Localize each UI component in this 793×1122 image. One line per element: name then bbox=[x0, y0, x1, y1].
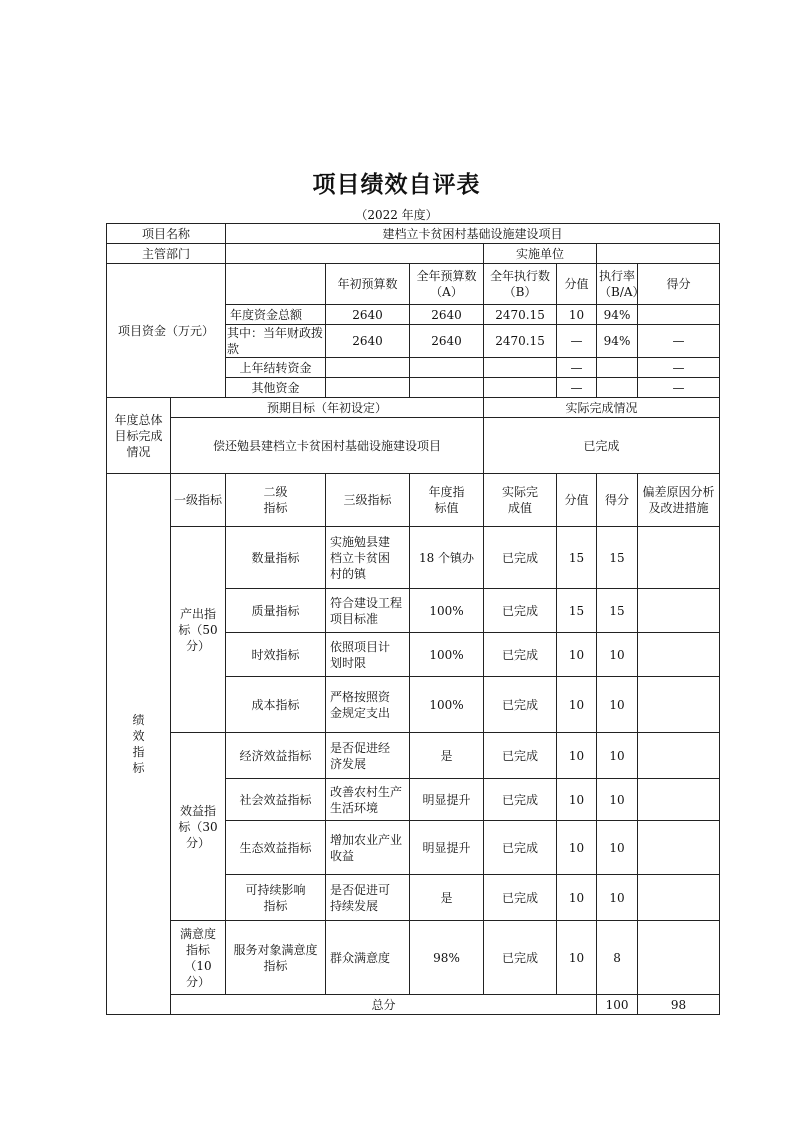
funds-cell-exec bbox=[484, 358, 557, 378]
indicator-actual: 已完成 bbox=[484, 733, 557, 779]
indicator-note bbox=[638, 677, 720, 733]
indicator-score-val: 15 bbox=[557, 589, 597, 633]
indicator-header-note: 偏差原因分析及改进措施 bbox=[638, 474, 720, 527]
indicator-level3: 依照项目计划时限 bbox=[326, 633, 410, 677]
total-score: 98 bbox=[638, 995, 720, 1015]
indicator-score-val: 10 bbox=[557, 921, 597, 995]
funds-header-score: 得分 bbox=[638, 264, 720, 305]
indicator-note bbox=[638, 633, 720, 677]
funds-cell-rate: 94% bbox=[597, 325, 638, 358]
indicator-level3: 符合建设工程项目标准 bbox=[326, 589, 410, 633]
goals-actual-value: 已完成 bbox=[484, 418, 720, 474]
funds-cell-score: — bbox=[638, 378, 720, 398]
indicator-header-score: 得分 bbox=[597, 474, 638, 527]
dept-value bbox=[226, 244, 484, 264]
indicator-target: 100% bbox=[410, 633, 484, 677]
indicator-header-level1: 一级指标 bbox=[171, 474, 226, 527]
indicator-note bbox=[638, 875, 720, 921]
funds-cell-score bbox=[638, 305, 720, 325]
funds-header-blank bbox=[226, 264, 326, 305]
indicator-level2: 数量指标 bbox=[226, 527, 326, 589]
funds-row-name: 上年结转资金 bbox=[226, 358, 326, 378]
indicator-header-actual: 实际完成值 bbox=[484, 474, 557, 527]
funds-header-init: 年初预算数 bbox=[326, 264, 410, 305]
indicator-score: 10 bbox=[597, 821, 638, 875]
indicator-target: 是 bbox=[410, 733, 484, 779]
indicator-target: 明显提升 bbox=[410, 779, 484, 821]
total-score-val: 100 bbox=[597, 995, 638, 1015]
indicator-level2: 服务对象满意度指标 bbox=[226, 921, 326, 995]
goals-expected-header: 预期目标（年初设定） bbox=[171, 398, 484, 418]
funds-cell-exec: 2470.15 bbox=[484, 325, 557, 358]
funds-cell-score: — bbox=[638, 325, 720, 358]
indicator-score: 10 bbox=[597, 733, 638, 779]
indicator-group-satisfaction: 满意度指标（10分） bbox=[171, 921, 226, 995]
indicator-level2: 经济效益指标 bbox=[226, 733, 326, 779]
indicator-target: 明显提升 bbox=[410, 821, 484, 875]
indicator-note bbox=[638, 821, 720, 875]
goals-actual-header: 实际完成情况 bbox=[484, 398, 720, 418]
indicator-score: 10 bbox=[597, 875, 638, 921]
indicator-actual: 已完成 bbox=[484, 821, 557, 875]
funds-cell-annual bbox=[410, 378, 484, 398]
indicator-score-val: 10 bbox=[557, 633, 597, 677]
indicator-note bbox=[638, 921, 720, 995]
total-label: 总分 bbox=[171, 995, 597, 1015]
dept-label: 主管部门 bbox=[107, 244, 226, 264]
indicator-header-target: 年度指标值 bbox=[410, 474, 484, 527]
indicator-level2: 时效指标 bbox=[226, 633, 326, 677]
indicator-level2: 成本指标 bbox=[226, 677, 326, 733]
funds-row-name: 其中：当年财政拨款 bbox=[226, 325, 326, 358]
indicator-target: 98% bbox=[410, 921, 484, 995]
indicator-level3: 是否促进可持续发展 bbox=[326, 875, 410, 921]
indicator-target: 100% bbox=[410, 589, 484, 633]
indicator-target: 是 bbox=[410, 875, 484, 921]
indicator-level3: 改善农村生产生活环境 bbox=[326, 779, 410, 821]
indicator-score-val: 10 bbox=[557, 875, 597, 921]
indicator-level3: 增加农业产业收益 bbox=[326, 821, 410, 875]
funds-header-rate: 执行率（B/A） bbox=[597, 264, 638, 305]
funds-row-name: 年度资金总额 bbox=[226, 305, 326, 325]
indicator-target: 18 个镇办 bbox=[410, 527, 484, 589]
indicator-header-level3: 三级指标 bbox=[326, 474, 410, 527]
indicator-score-val: 10 bbox=[557, 779, 597, 821]
impl-unit-label: 实施单位 bbox=[484, 244, 597, 264]
funds-header-score-val: 分值 bbox=[557, 264, 597, 305]
indicator-level2: 可持续影响指标 bbox=[226, 875, 326, 921]
funds-cell-init: 2640 bbox=[326, 325, 410, 358]
funds-label: 项目资金（万元） bbox=[107, 264, 226, 398]
funds-cell-score-val: — bbox=[557, 325, 597, 358]
funds-header-exec: 全年执行数（B） bbox=[484, 264, 557, 305]
indicator-score-val: 10 bbox=[557, 677, 597, 733]
funds-cell-score-val: — bbox=[557, 358, 597, 378]
project-name-label: 项目名称 bbox=[107, 224, 226, 244]
funds-cell-annual: 2640 bbox=[410, 305, 484, 325]
indicator-header-score-val: 分值 bbox=[557, 474, 597, 527]
indicator-actual: 已完成 bbox=[484, 633, 557, 677]
indicator-score: 10 bbox=[597, 633, 638, 677]
indicator-level2: 社会效益指标 bbox=[226, 779, 326, 821]
indicator-note bbox=[638, 527, 720, 589]
funds-cell-init bbox=[326, 358, 410, 378]
funds-cell-exec: 2470.15 bbox=[484, 305, 557, 325]
funds-cell-score: — bbox=[638, 358, 720, 378]
funds-cell-rate bbox=[597, 358, 638, 378]
funds-row-name: 其他资金 bbox=[226, 378, 326, 398]
indicator-actual: 已完成 bbox=[484, 589, 557, 633]
indicator-score: 10 bbox=[597, 779, 638, 821]
indicator-level2: 质量指标 bbox=[226, 589, 326, 633]
indicator-header-level2: 二级指标 bbox=[226, 474, 326, 527]
indicator-score-val: 10 bbox=[557, 821, 597, 875]
indicator-actual: 已完成 bbox=[484, 527, 557, 589]
indicator-level3: 是否促进经济发展 bbox=[326, 733, 410, 779]
indicator-score: 10 bbox=[597, 677, 638, 733]
indicator-actual: 已完成 bbox=[484, 779, 557, 821]
indicator-note bbox=[638, 779, 720, 821]
indicators-section-label: 绩效指标 bbox=[107, 474, 171, 1015]
goals-label: 年度总体目标完成情况 bbox=[107, 398, 171, 474]
funds-cell-exec bbox=[484, 378, 557, 398]
indicator-note bbox=[638, 733, 720, 779]
funds-cell-annual: 2640 bbox=[410, 325, 484, 358]
impl-unit-value bbox=[597, 244, 720, 264]
indicator-score: 15 bbox=[597, 527, 638, 589]
indicator-score: 15 bbox=[597, 589, 638, 633]
funds-cell-init bbox=[326, 378, 410, 398]
indicator-level3: 群众满意度 bbox=[326, 921, 410, 995]
indicator-note bbox=[638, 589, 720, 633]
indicator-level2: 生态效益指标 bbox=[226, 821, 326, 875]
indicator-level3: 严格按照资金规定支出 bbox=[326, 677, 410, 733]
funds-cell-init: 2640 bbox=[326, 305, 410, 325]
page-title: 项目绩效自评表 bbox=[312, 172, 481, 198]
indicator-group-benefit: 效益指标（30分） bbox=[171, 733, 226, 921]
funds-cell-rate: 94% bbox=[597, 305, 638, 325]
indicator-group-output: 产出指标（50分） bbox=[171, 527, 226, 733]
indicator-score-val: 15 bbox=[557, 527, 597, 589]
indicator-target: 100% bbox=[410, 677, 484, 733]
indicator-score: 8 bbox=[597, 921, 638, 995]
year-label: （2022 年度） bbox=[355, 208, 438, 222]
project-name-value: 建档立卡贫困村基础设施建设项目 bbox=[226, 224, 720, 244]
funds-cell-score-val: 10 bbox=[557, 305, 597, 325]
funds-cell-annual bbox=[410, 358, 484, 378]
indicator-actual: 已完成 bbox=[484, 875, 557, 921]
indicator-actual: 已完成 bbox=[484, 677, 557, 733]
goals-expected-value: 偿还勉县建档立卡贫困村基础设施建设项目 bbox=[171, 418, 484, 474]
funds-header-annual: 全年预算数（A） bbox=[410, 264, 484, 305]
self-evaluation-table bbox=[106, 223, 720, 1015]
indicator-score-val: 10 bbox=[557, 733, 597, 779]
indicator-level3: 实施勉县建档立卡贫困村的镇 bbox=[326, 527, 410, 589]
funds-cell-score-val: — bbox=[557, 378, 597, 398]
funds-cell-rate bbox=[597, 378, 638, 398]
indicator-actual: 已完成 bbox=[484, 921, 557, 995]
